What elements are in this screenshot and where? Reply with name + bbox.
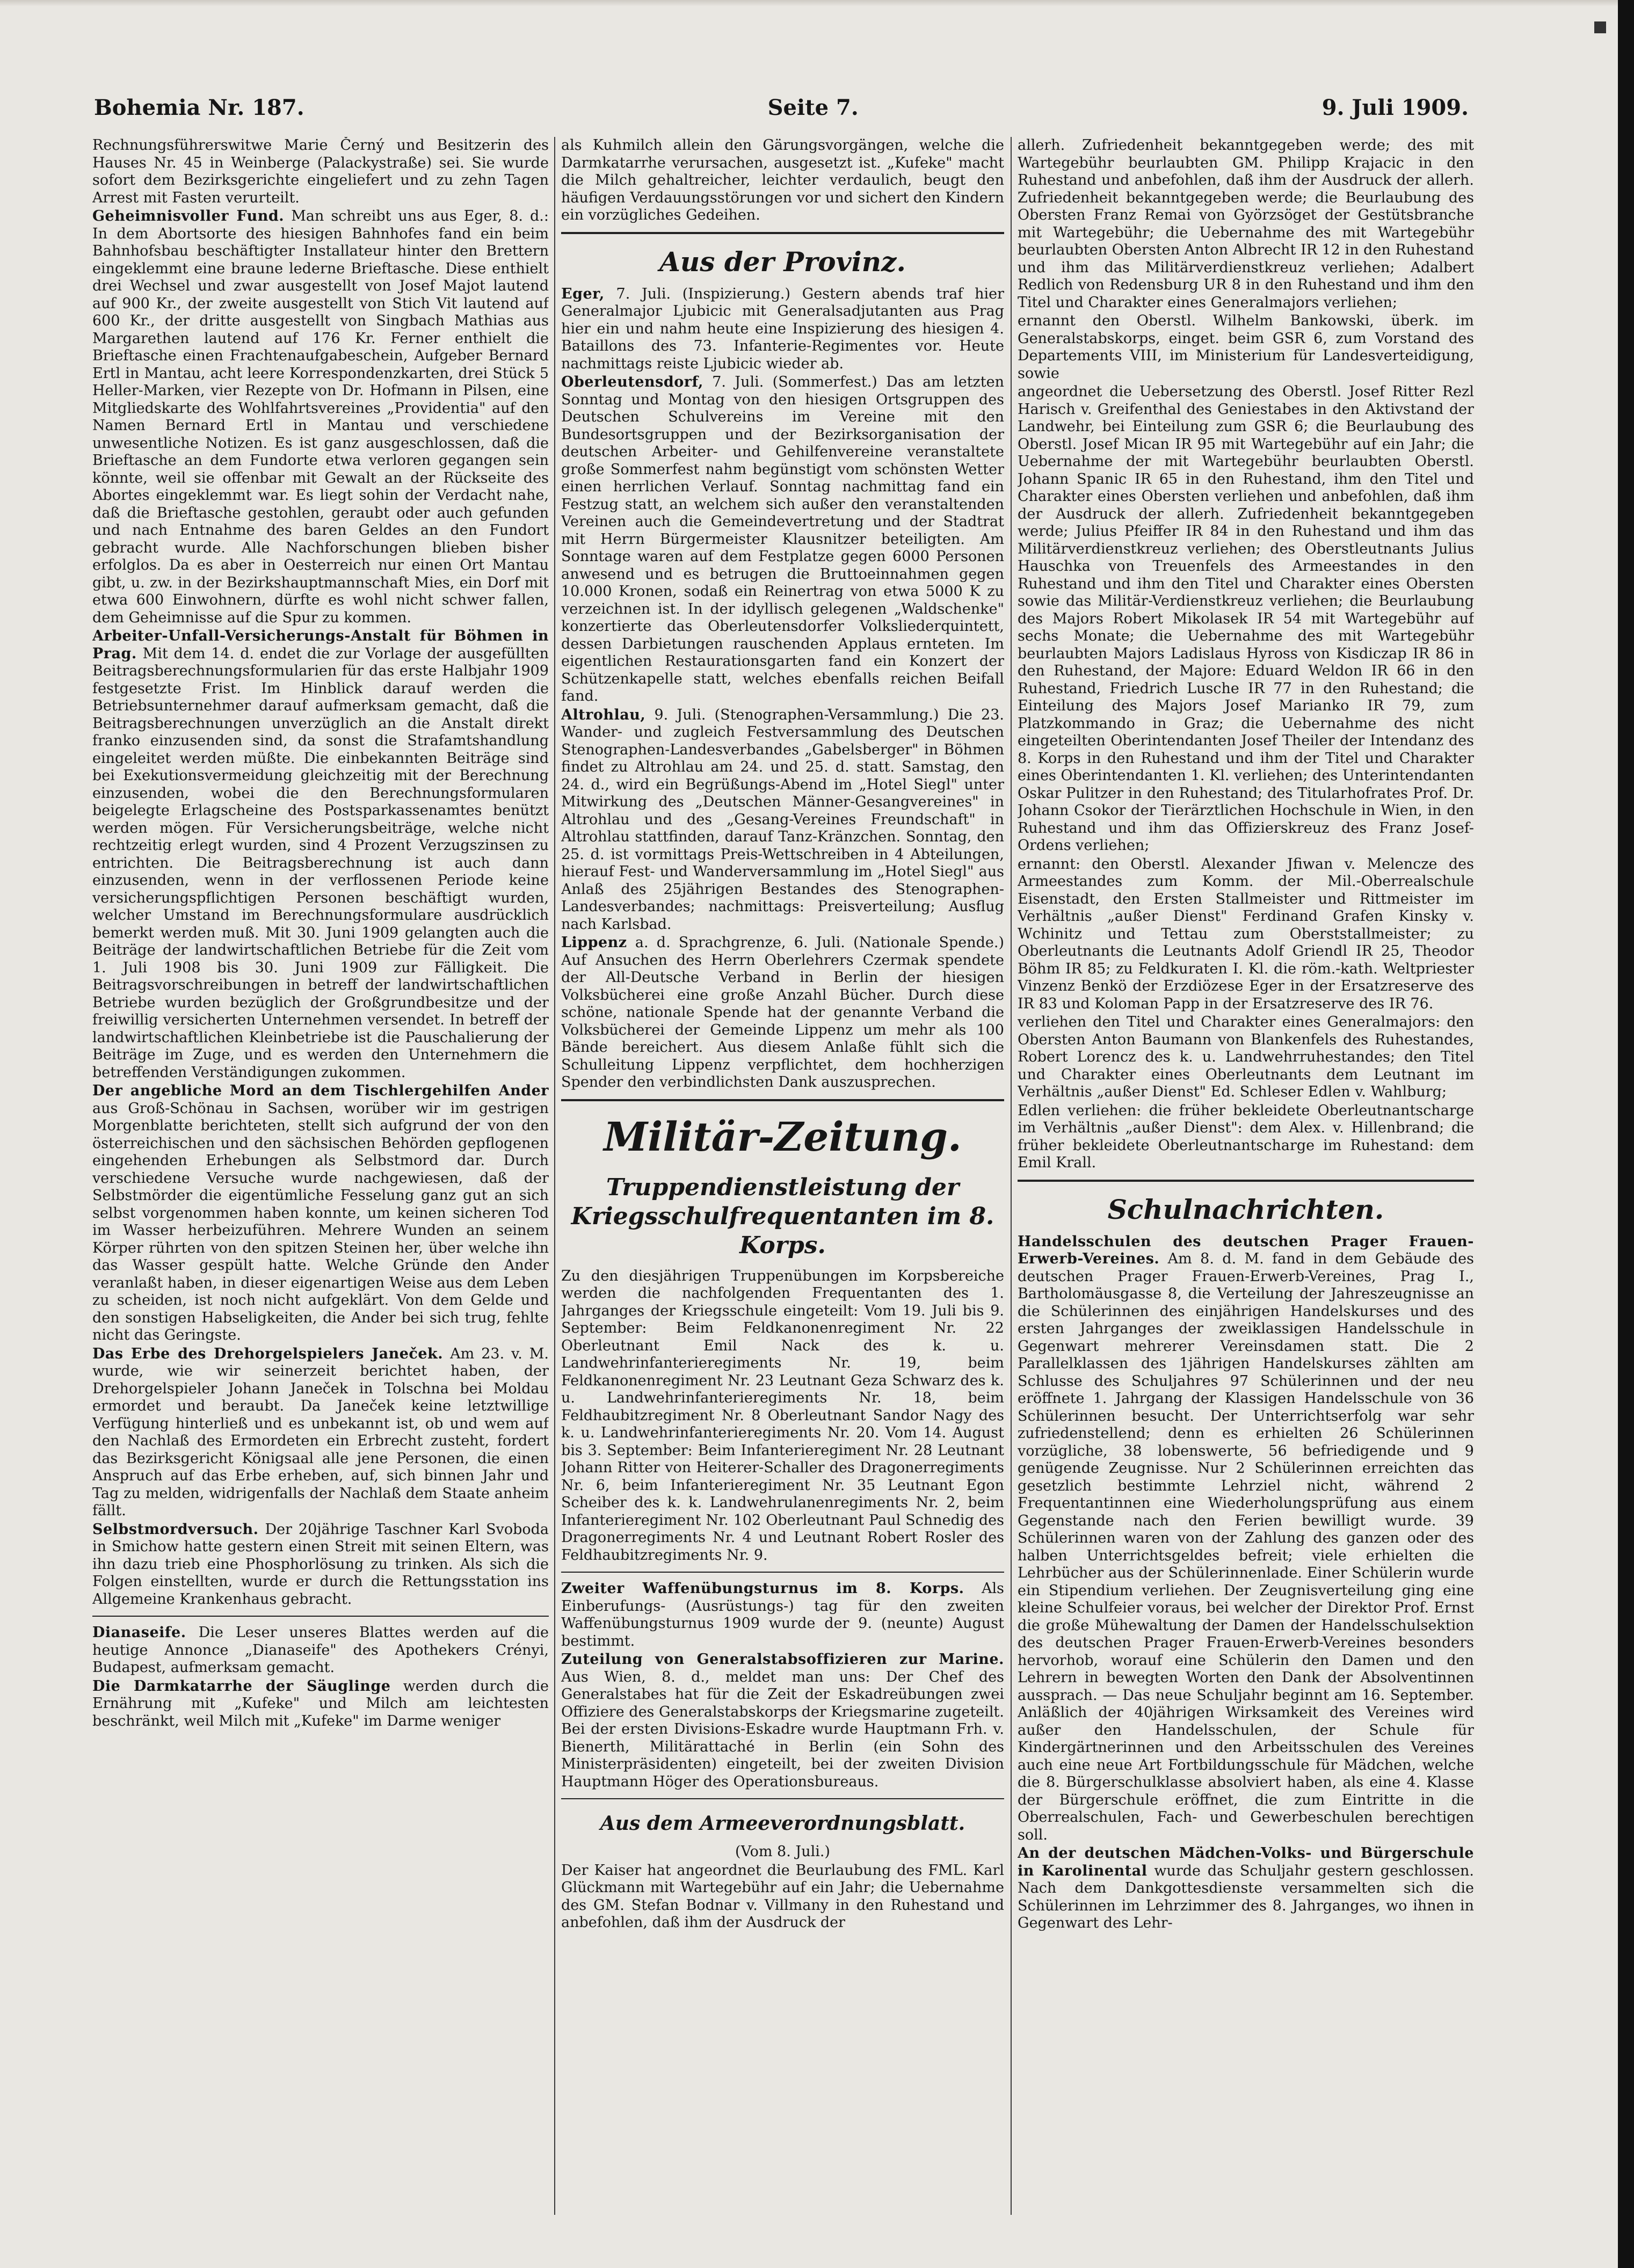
article-text: ernannt: den Oberstl. Alexander Jfiwan v. Melencze des Armeestandes zum Komm. der Mil.-Oberrealschule Eisenstadt, den Ersten Stallmeister und Rittmeister im Verhältnis „außer Dienst" Ferdinand Grafen Kinsky v. Wchinitz und Tettau zum Oberststallmeister; zu Oberleutnants die Leutnants Adolf Griendl IR 25, Theodor Böhm IR 85; zu Feldkuraten I. Kl. die röm.-kath. Weltpriester Vinzenz Benkö der Erzdiözese Eger in der Ersatzreserve des IR 83 und Koloman Papp in der Ersatzreserve des IR 76. xyxy=(1018,855,1474,1012)
article-date: (Vom 8. Juli.) xyxy=(735,1843,830,1860)
article-text: ernannt den Oberstl. Wilhelm Bankowski, überk. im Generalstabskorps, einget. beim GSR 6, zum Vorstand des Departements VIII, im Ministerium für Landesverteidigung, sowie xyxy=(1018,312,1474,382)
article xyxy=(1018,1845,1474,1932)
article-text: verliehen den Titel und Charakter eines Generalmajors: den Obersten Anton Baumann von Blankenfels des Ruhestandes, Robert Lorencz des k. u. Landwehrruhestandes; den Titel und Charakter eines Oberleutnants dem Leutnant im Verhältnis „außer Dienst" Ed. Schleser Edlen v. Wahlburg; xyxy=(1018,1014,1474,1100)
article-lead: An der deutschen Mädchen-Volks- und Bürgerschule in Karolinental xyxy=(1018,1845,1474,1879)
article-lead: Eger, xyxy=(561,285,605,302)
article-text: aus Groß-Schönau in Sachsen, worüber wir im gestrigen Morgenblatte berichteten, stellt sich aufgrund der von den österreichischen und den sächsischen Behörden gepflogenen eingehenden Erhebungen als Selbstmord dar. Durch verschiedene Versuche wurde nachgewiesen, daß der Selbstmörder die eigentümliche Fesselung ganz gut an sich selbst vorgenommen haben konnte, um keinen sicheren Tod im Wasser herbeizuführen. Mehrere Wunden an seinem Körper rührten von den spitzen Steinen her, über welche ihn das Wasser gespült hatte. Welche Gründe den Ander veranlaßt haben, in dieser eigenartigen Weise aus dem Leben zu scheiden, ist noch nicht aufgeklärt. Von dem Gelde und den sonstigen Habseligkeiten, die Ander bei sich trug, fehlte nicht das Geringste. xyxy=(92,1100,549,1343)
header-date: 9. Juli 1909. xyxy=(1321,95,1469,120)
article-lead: Die Darmkatarrhe der Säuglinge xyxy=(92,1677,391,1695)
article-text: als Kuhmilch allein den Gärungsvorgängen, welche die Darmkatarrhe verursachen, ausgesetzt ist. „Kufeke" macht die Milch gehaltreicher, leichter verdaulich, beugt den häufigen Verdauungsstörungen vor und sichert den Kindern ein vorzügliches Gedeihen. xyxy=(561,137,1004,223)
separator-rule xyxy=(92,1616,549,1617)
separator-rule xyxy=(561,1099,1004,1101)
article xyxy=(92,1346,549,1520)
article-text: werden durch die Ernährung mit „Kufeke" und Milch am leichtesten beschränkt, weil Milch mit „Kufeke" im Darme weniger xyxy=(92,1677,549,1729)
article xyxy=(92,1624,549,1677)
article-text: Der 20jährige Taschner Karl Svoboda in Smichow hatte gestern einen Streit mit seinen Eltern, was ihn dazu trieb eine Phosphorlösung zu trinken. Als sich die Folgen einstellten, wurde er durch die Rettungsstation ins Allgemeine Krankenhaus gebracht. xyxy=(92,1521,549,1608)
separator-rule xyxy=(561,1572,1004,1573)
article-text: Zu den diesjährigen Truppenübungen im Korpsbereiche werden die nachfolgenden Frequentanten des 1. Jahrganges der Kriegsschule eingeteilt: Vom 19. Juli bis 9. September: Beim Feldkanonenregiment Nr. 22 Oberleutnant Emil Nack des k. u. Landwehrinfanterieregiments Nr. 19, beim Feldkanonenregiment Nr. 23 Leutnant Geza Schwarz des k. u. Landwehrinfanterieregiments Nr. 18, beim Feldhaubitzregiment Nr. 8 Oberleutnant Sandor Nagy des k. u. Landwehrinfanterieregiments Nr. 20. Vom 14. August bis 3. September: Beim Infanterieregiment Nr. 28 Leutnant Johann Ritter von Heiterer-Schaller des Dragonerregiments Nr. 6, beim Infanterieregiment Nr. 35 Leutnant Egon Scheiber des k. k. Landwehrulanenregiments Nr. 2, beim Infanterieregiment Nr. 102 Oberleutnant Paul Schnedig des Dragonerregiments Nr. 4 und Leutnant Robert Rosler des Feldhaubitzregiments Nr. 9. xyxy=(561,1267,1004,1564)
article xyxy=(561,934,1004,1092)
column-divider-1 xyxy=(554,137,555,2215)
article-text: 7. Juli. (Sommerfest.) Das am letzten Sonntag und Montag von den hiesigen Ortsgruppen des Deutschen Schulvereins im Vereine mit den Bundesortsgruppen und der Bezirksorganisation der deutschen Arbeiter- und Gehilfenvereine veranstaltete große Sommerfest nahm begünstigt vom schönsten Wetter einen herrlichen Verlauf. Sonntag nachmittag fand ein Festzug statt, an welchem sich außer den veranstaltenden Vereinen auch die Gemeindevertretung und der Stadtrat mit Herrn Bürgermeister Klausnitzer beteiligten. Am Sonntage waren auf dem Festplatze gegen 6000 Personen anwesend und es betrugen die Bruttoeinnahmen gegen 10.000 Kronen, sodaß ein Reinertrag von etwa 5000 K zu verzeichnen ist. In der idyllisch gelegenen „Waldschenke" konzertierte das Oberleutensdorfer Volksliederquintett, dessen Darbietungen rauschenden Applaus ernteten. Im eigentlichen Restaurationsgarten fand ein Konzert der Schützenkapelle statt, welches ebenfalls reichen Beifall fand. xyxy=(561,374,1004,704)
article-text: Mit dem 14. d. endet die zur Vorlage der ausgefüllten Beitragsberechnungsformularien für das erste Halbjahr 1909 festgesetzte Frist. Im Hinblick darauf werden die Betriebsunternehmer darauf aufmerksam gemacht, daß die Beitragsberechnungen unverzüglich an die Anstalt direkt franko einzusenden sind, da sonst die Strafamtshandlung eingeleitet werden müßte. Die einbekannten Beiträge sind bei Exekutionsvermeidung gleichzeitig mit der Berechnung einzusenden, wobei die den Berechnungsformularen beigelegte Erlagscheine des Postsparkassenamtes benützt werden mögen. Für Versicherungsbeiträge, welche nicht rechtzeitig erlegt wurden, sind 4 Prozent Verzugszinsen zu entrichten. Die Beitragsberechnung ist auch dann einzusenden, wenn in der verflossenen Periode keine versicherungspflichtigen Personen beschäftigt wurden, welcher Umstand im Berechnungsformulare ausdrücklich bemerkt werden muß. Mit 30. Juni 1909 gelangten auch die Beiträge der landwirtschaftlichen Betriebe für die Zeit vom 1. Juli 1908 bis 30. Juni 1909 zur Fälligkeit. Die Beitragsvorschreibungen in betreff der landwirtschaftlichen Betriebe wurden bezüglich der Großgrundbesitze und der freiwillig versicherten Unternehmen versendet. In betreff der landwirtschaftlichen Kleinbetriebe ist die Pauschalierung der Beiträge im Zuge, und es werden den Unternehmern die betreffenden Verständigungen zukommen. xyxy=(92,645,549,1081)
article-text: Am 23. v. M. wurde, wie wir seinerzeit berichtet haben, der Drehorgelspieler Johann Janeček in Tolschna bei Moldau ermordet und beraubt. Da Janeček keine letztwillige Verfügung hinterließ und es unbekannt ist, ob und wem auf den Nachlaß des Ermordeten ein Erbrecht zusteht, fordert das Bezirksgericht Königsaal alle jene Personen, die einen Anspruch auf das Erbe erheben, auf, sich binnen Jahr und Tag zu melden, widrigenfalls der Nachlaß dem Staate anheim fällt. xyxy=(92,1345,549,1519)
section-title-schule: Schulnachrichten. xyxy=(1107,1193,1384,1225)
article xyxy=(92,628,549,1081)
article xyxy=(1018,1233,1474,1844)
article-text: 9. Juli. (Stenographen-Versammlung.) Die 23. Wander- und zugleich Festversammlung des Deutschen Stenographen-Landesverbandes „Gabelsberger" in Böhmen findet zu Altrohlau am 24. und 25. d. statt. Samstag, den 24. d., wird ein Begrüßungs-Abend im „Hotel Siegl" unter Mitwirkung des „Deutschen Männer-Gesangvereines" in Altrohlau und des „Gesang-Vereines Freundschaft" in Altrohlau stattfinden, darauf Tanz-Kränzchen. Sonntag, den 25. d. ist vormittags Preis-Wettschreiben in 4 Abteilungen, hierauf Fest- und Wanderversammlung im „Hotel Siegl" aus Anlaß des 25jährigen Bestandes des Stenographen-Landesverbandes; nachmittags: Preisverteilung; Ausflug nach Karlsbad. xyxy=(561,706,1004,933)
scan-corner-mark xyxy=(1594,21,1606,33)
article-lead: Selbstmordversuch. xyxy=(92,1521,259,1538)
article-lead: Das Erbe des Drehorgelspielers Janeček. xyxy=(92,1345,444,1362)
article-lead: Oberleutensdorf, xyxy=(561,374,703,390)
article-lead: Der angebliche Mord an dem Tischlergehilfen Ander xyxy=(92,1082,549,1099)
article-text: Edlen verliehen: die früher bekleidete Oberleutnantscharge im Verhältnis „außer Dienst": dem Alex. v. Hillenbrand; die früher bekleidete Oberleutnantscharge im Ruhestand: dem Emil Krall. xyxy=(1018,1102,1474,1171)
article xyxy=(92,1082,549,1344)
header-paper-issue: Bohemia Nr. 187. xyxy=(94,95,304,120)
article-text: a. d. Sprachgrenze, 6. Juli. (Nationale Spende.) Auf Ansuchen des Herrn Oberlehrers Czermak spendete der All-Deutsche Verband in Berlin der hiesigen Volksbücherei eine große Anzahl Bücher. Durch diese schöne, nationale Spende hat der genannte Verband die Volksbücherei der Gemeinde Lippenz um mehr als 100 Bände bereichert. Aus diesem Anlaße fühlt sich die Schulleitung Lippenz verpflichtet, dem hochherzigen Spender den verbindlichsten Dank auszusprechen. xyxy=(561,934,1004,1091)
article-text: Aus Wien, 8. d., meldet man uns: Der Chef des Generalstabes hat für die Zeit der Eskadreübungen zwei Offiziere des Generalstabskorps der Kriegsmarine zugeteilt. Bei der ersten Divisions-Eskadre wurde Hauptmann Frh. v. Bienerth, Militärattaché in Berlin (ein Sohn des Ministerpräsidenten) eingeteilt, bei der zweiten Division Hauptmann Höger des Operationsbureaus. xyxy=(561,1668,1004,1790)
column-2 xyxy=(561,137,1004,2220)
scan-right-edge xyxy=(1618,0,1634,2268)
section-title-provinz: Aus der Provinz. xyxy=(659,245,906,278)
article-lead: Lippenz xyxy=(561,934,627,951)
article xyxy=(561,286,1004,373)
article xyxy=(561,1580,1004,1650)
scan-top-edge xyxy=(0,0,1618,6)
column-divider-2 xyxy=(1011,137,1012,2215)
article-text: 7. Juli. (Inspizierung.) Gestern abends traf hier Generalmajor Ljubicic mit Generalsadjutanten aus Prag hier ein und nahm heute eine Inspizierung des hiesigen 4. Bataillons des 73. Infanterie-Regimentes vor. Heute nachmittags reiste Ljubicic wieder ab. xyxy=(561,285,1004,372)
article-text: Der Kaiser hat angeordnet die Beurlaubung des FML. Karl Glückmann mit Wartegebühr auf ein Jahr; die Uebernahme des GM. Stefan Bodnar v. Villmany in den Ruhestand und anbefohlen, daß ihm der Ausdruck der xyxy=(561,1862,1004,1931)
separator-rule xyxy=(561,1798,1004,1799)
article xyxy=(92,1678,549,1731)
separator-rule xyxy=(1018,1180,1474,1182)
column-3 xyxy=(1018,137,1474,2220)
article-headline: Truppendienstleistung der Kriegsschulfrequentanten im 8. Korps. xyxy=(571,1173,994,1259)
page-header xyxy=(94,86,1469,129)
article-text: wurde das Schuljahr gestern geschlossen. Nach dem Dankgottesdienste versammelten sich die Schülerinnen im Lehrzimmer des 8. Jahrganges, wo ihnen in Gegenwart des Lehr- xyxy=(1018,1862,1474,1931)
article-headline: Aus dem Armeeverordnungsblatt. xyxy=(600,1812,965,1835)
article-lead: Arbeiter-Unfall-Versicherungs-Anstalt für Böhmen in Prag. xyxy=(92,628,549,662)
separator-rule xyxy=(561,232,1004,234)
section-title-militaer: Militär-Zeitung. xyxy=(604,1114,962,1160)
article-lead: Altrohlau, xyxy=(561,706,646,723)
article xyxy=(92,1521,549,1609)
article xyxy=(561,374,1004,706)
article-text: Am 8. d. M. fand in dem Gebäude des deutschen Prager Frauen-Erwerb-Vereines, Prag I., Bartholomäusgasse 8, die Verteilung der Jahreszeugnisse an die Schülerinnen des einjährigen Handelskurses und des ersten Jahrganges der zweiklassigen Handelsschule in Gegenwart mehrerer Vereinsdamen statt. Die 2 Parallelklassen des 1jährigen Handelskurses zählten am Schlusse des Schuljahres 97 Schülerinnen und der neu eröffnete 1. Jahrgang der Klassigen Handelsschule von 36 Schülerinnen besucht. Der Unterrichtserfolg war sehr zufriedenstellend; denn es erhielten 26 Schülerinnen vorzügliche, 38 lobenswerte, 56 befriedigende und 9 genügende Zeugnisse. Nur 2 Schülerinnen erreichten das gesetzlich bestimmte Lehrziel nicht, während 2 Frequentantinnen eine Wiederholungsprüfung aus einem Gegenstande nach den Ferien bewilligt wurde. 39 Schülerinnen waren von der Zahlung des ganzen oder des halben Unterrichtsgeldes befreit; viele erhielten die Lehrbücher aus der Schülerinnenlade. Einer Schülerin wurde ein Stipendium verliehen. Der Zeugnisverteilung ging eine kleine Schulfeier voraus, bei welcher der Direktor Prof. Ernst die große Mühewaltung der Damen der Handelsschulsektion des deutschen Prager Frauen-Erwerb-Vereines besonders hervorhob, worauf eine Schülerin den Damen und den Lehrern in bewegten Worten den Dank der Absolventinnen aussprach. — Das neue Schuljahr beginnt am 16. September. Anläßlich der 40jährigen Wirksamkeit des Vereines wird außer den Handelsschulen, der Schule für Kindergärtnerinnen und den Arbeitsschulen des Vereines auch eine neue Art Fortbildungsschule für Mädchen, welche die 8. Bürgerschulklasse absolviert haben, als eine 4. Klasse der Bürgerschule eröffnet, die zum Eintritte in die Oberrealschulen, Fach- und Gewerbeschulen berechtigen soll. xyxy=(1018,1251,1474,1843)
column-1 xyxy=(92,137,549,2220)
article-lead: Zweiter Waffenübungsturnus im 8. Korps. xyxy=(561,1580,964,1597)
article-text: Als Einberufungs- (Ausrüstungs-) tag für den zweiten Waffenübungsturnus 1909 wurde der 9. (neunte) August bestimmt. xyxy=(561,1580,1004,1649)
article-text: allerh. Zufriedenheit bekanntgegeben werde; des mit Wartegebühr beurlaubten GM. Philipp Krajacic in den Ruhestand und anbefohlen, daß ihm der Ausdruck der allerh. Zufriedenheit bekanntgegeben werde; die Beurlaubung des Obersten Franz Remai von Györzsöget der Gestütsbranche mit Wartegebühr; die Uebernahme des mit Wartegebühr beurlaubten Obersten Anton Albrecht IR 12 in den Ruhestand und ihm das Militärverdienstkreuz verliehen; Adalbert Redlich von Redensburg UR 8 in den Ruhestand und ihm den Titel und Charakter eines Generalmajors verliehen; xyxy=(1018,137,1474,311)
article-lead: Dianaseife. xyxy=(92,1624,186,1641)
article-text: Man schreibt uns aus Eger, 8. d.: In dem Abortsorte des hiesigen Bahnhofes fand ein beim Bahnhofsbau beschäftigter Installateur hinter den Brettern eingeklemmt eine braune lederne Brieftasche. Diese enthielt drei Wechsel und zwar ausgestellt von Josef Majot lautend auf 900 Kr., der zweite ausgestellt von Stich Vit lautend auf 600 Kr., der dritte ausgestellt von Singbach Mathias aus Margarethen lautend auf 176 Kr. Ferner enthielt die Brieftasche einen Frachtenaufgabeschein, Aufgeber Bernard Ertl in Mantau, acht leere Korrespondenzkarten, drei Stück 5 Heller-Marken, vier Rezepte von Dr. Hofmann in Pilsen, eine Mitgliedskarte des Wohlfahrtsvereines „Providentia" auf den Namen Bernard Ertl in Mantau und verschiedene unwesentliche Notizen. Es ist ganz ausgeschlossen, daß die Brieftasche an dem Fundorte etwa verloren gegangen sein könnte, weil sie offenbar mit Gewalt an der Rückseite des Abortes eingeklemmt war. Es liegt sohin der Verdacht nahe, daß die Brieftasche gestohlen, geraubt oder auch gefunden und nach Entnahme des baren Geldes an den Fundort gebracht wurde. Alle Nachforschungen blieben bisher erfolglos. Da es aber in Oesterreich nur einen Ort Mantau gibt, u. zw. in der Bezirkshauptmannschaft Mies, ein Dorf mit etwa 600 Einwohnern, dürfte es wohl nicht schwer fallen, dem Geheimnisse auf die Spur zu kommen. xyxy=(92,208,549,626)
article xyxy=(561,707,1004,934)
article xyxy=(92,208,549,627)
article-text: angeordnet die Uebersetzung des Oberstl. Josef Ritter Rezl Harisch v. Greifenthal des Geniestabes in den Aktivstand der Landwehr, bei Einteilung zum GSR 6; die Beurlaubung des Oberstl. Josef Mican IR 95 mit Wartegebühr auf ein Jahr; die Uebernahme der mit Wartegebühr beurlaubten Oberstl. Johann Spanic IR 65 in den Ruhestand, ihm den Titel und Charakter eines Obersten verliehen und anbefohlen, daß ihm der Ausdruck der allerh. Zufriedenheit bekanntgegeben werde; Julius Pfeiffer IR 84 in den Ruhestand und ihm das Militärverdienstkreuz verliehen; des Oberstleutnants Julius Hauschka von Treuenfels des Armeestandes in den Ruhestand und ihm den Titel und Charakter eines Obersten sowie das Militär-Verdienstkreuz verliehen; die Beurlaubung des Majors Robert Mikolasek IR 54 mit Wartegebühr auf sechs Monate; die Uebernahme des mit Wartegebühr beurlaubten Majors Ladislaus Hyross von Kisdiczap IR 86 in den Ruhestand, der Majore: Eduard Weldon IR 66 in den Ruhestand, Friedrich Lusche IR 77 in den Ruhestand; die Einteilung des Majors Josef Marianko IR 79, zum Platzkommando in Graz; die Uebernahme des nicht eingeteilten Oberintendanten Josef Theiler der Intendanz des 8. Korps in den Ruhestand und ihm der Titel und Charakter eines Oberintendanten 1. Kl. verliehen; des Unterintendanten Oskar Pulitzer in den Ruhestand; des Titularhofrates Prof. Dr. Johann Csokor der Tierärztlichen Hochschule in Wien, in den Ruhestand und ihm das Offizierskreuz des Franz Josef-Ordens verliehen; xyxy=(1018,383,1474,854)
article-text: Rechnungsführerswitwe Marie Černý und Besitzerin des Hauses Nr. 45 in Weinberge (Palackystraße) sei. Sie wurde sofort dem Bezirksgerichte eingeliefert und zu zehn Tagen Arrest mit Fasten verurteilt. xyxy=(92,137,549,206)
article-text: Die Leser unseres Blattes werden auf die heutige Annonce „Dianaseife" des Apothekers Crényi, Budapest, aufmerksam gemacht. xyxy=(92,1624,549,1676)
article xyxy=(561,1651,1004,1791)
article-lead: Handelsschulen des deutschen Prager Frauen-Erwerb-Vereines. xyxy=(1018,1233,1474,1267)
article-lead: Geheimnisvoller Fund. xyxy=(92,208,285,224)
article-lead: Zuteilung von Generalstabsoffizieren zur Marine. xyxy=(561,1651,1004,1668)
header-page-number: Seite 7. xyxy=(767,95,859,120)
